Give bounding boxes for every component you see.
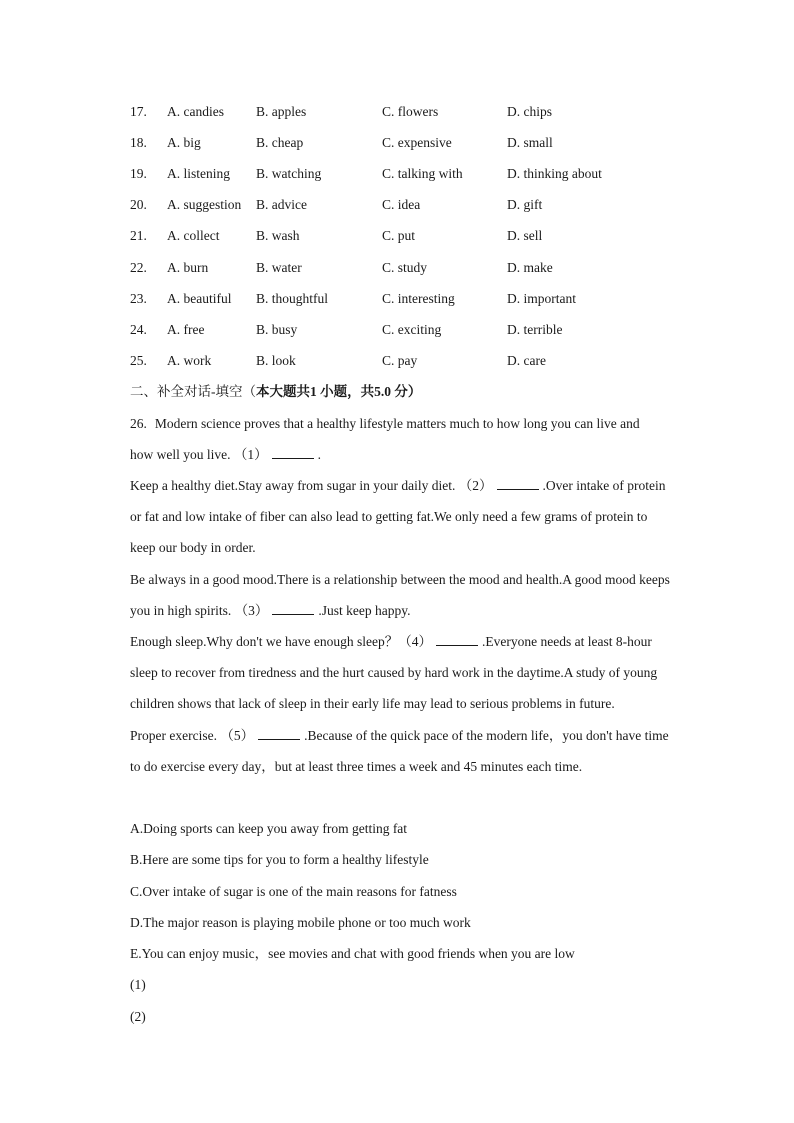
- question-number: 26.: [130, 416, 147, 431]
- option-b: B. watching: [256, 166, 322, 181]
- question-count: 1: [310, 384, 317, 399]
- option-d: D. small: [507, 135, 553, 150]
- passage-text: you in high spirits. （3）: [130, 603, 269, 618]
- option-c: C. pay: [382, 353, 418, 368]
- passage-line: to do exercise every day，but at least three times a week and 45 minutes each time.: [130, 759, 583, 774]
- score-value: 5.0: [374, 384, 391, 399]
- answer-option: C.Over intake of sugar is one of the main reasons for fatness: [130, 884, 457, 899]
- option-a: A. big: [167, 135, 201, 150]
- section-heading: [130, 382, 421, 402]
- option-b: B. apples: [256, 104, 307, 119]
- question-number: 18.: [130, 135, 147, 150]
- option-d: D. thinking about: [507, 166, 602, 181]
- passage-text: how well you live. （1）: [130, 447, 268, 462]
- option-d: D. important: [507, 291, 576, 306]
- passage-text: .Because of the quick pace of the modern life，you don't have time: [304, 728, 669, 743]
- passage-line: [130, 632, 710, 652]
- answer-marker-1: (1): [130, 977, 146, 992]
- question-number: 20.: [130, 197, 147, 212]
- answer-blank-4[interactable]: [436, 632, 478, 646]
- passage-line: Be always in a good mood.There is a relationship between the mood and health.A good mood keeps: [130, 572, 670, 587]
- question-number: 23.: [130, 291, 147, 306]
- passage-line: [130, 414, 710, 434]
- passage-line: [130, 445, 710, 465]
- option-a: A. free: [167, 322, 205, 337]
- answer-blank-1[interactable]: [272, 445, 314, 459]
- option-c: C. expensive: [382, 135, 452, 150]
- option-b: B. look: [256, 353, 296, 368]
- option-a: A. burn: [167, 260, 209, 275]
- question-number: 17.: [130, 104, 147, 119]
- answer-option: A.Doing sports can keep you away from getting fat: [130, 821, 408, 836]
- option-c: C. study: [382, 260, 428, 275]
- question-number: 24.: [130, 322, 147, 337]
- option-b: B. cheap: [256, 135, 304, 150]
- passage-text: Enough sleep.Why don't we have enough sleep？（4）: [130, 634, 432, 649]
- answer-option: E.You can enjoy music，see movies and chat with good friends when you are low: [130, 946, 575, 961]
- section-heading-mid: 小题，共: [316, 384, 375, 399]
- passage-line: sleep to recover from tiredness and the hurt caused by hard work in the daytime.A study of young: [130, 665, 658, 680]
- question-number: 22.: [130, 260, 147, 275]
- passage-text: .Everyone needs at least 8-hour: [482, 634, 652, 649]
- question-number: 25.: [130, 353, 147, 368]
- option-c: C. idea: [382, 197, 421, 212]
- passage-line: keep our body in order.: [130, 540, 256, 555]
- passage-line: [130, 601, 710, 621]
- option-d: D. gift: [507, 197, 543, 212]
- option-a: A. candies: [167, 104, 224, 119]
- option-c: C. talking with: [382, 166, 463, 181]
- option-d: D. care: [507, 353, 546, 368]
- answer-marker-2: (2): [130, 1009, 146, 1024]
- passage-text: Modern science proves that a healthy lifestyle matters much to how long you can live and: [154, 416, 640, 431]
- question-number: 19.: [130, 166, 147, 181]
- option-d: D. sell: [507, 228, 543, 243]
- option-a: A. suggestion: [167, 197, 242, 212]
- option-b: B. advice: [256, 197, 307, 212]
- answer-option: B.Here are some tips for you to form a healthy lifestyle: [130, 852, 429, 867]
- option-b: B. busy: [256, 322, 298, 337]
- option-c: C. interesting: [382, 291, 455, 306]
- option-c: C. put: [382, 228, 416, 243]
- passage-line: [130, 476, 710, 496]
- option-a: A. work: [167, 353, 212, 368]
- question-number: 21.: [130, 228, 147, 243]
- passage-line: [130, 726, 710, 746]
- passage-text: Proper exercise. （5）: [130, 728, 255, 743]
- answer-blank-2[interactable]: [497, 476, 539, 490]
- option-c: C. exciting: [382, 322, 442, 337]
- passage-line: children shows that lack of sleep in their early life may lead to serious problems in future.: [130, 696, 615, 711]
- answer-blank-3[interactable]: [272, 601, 314, 615]
- section-heading-bold: 本大题共: [256, 384, 310, 399]
- answer-option: D.The major reason is playing mobile phone or too much work: [130, 915, 471, 930]
- option-c: C. flowers: [382, 104, 439, 119]
- option-d: D. terrible: [507, 322, 563, 337]
- option-b: B. water: [256, 260, 302, 275]
- option-a: A. listening: [167, 166, 230, 181]
- passage-text: .: [317, 447, 321, 462]
- passage-text: .Over intake of protein: [542, 478, 666, 493]
- option-b: B. wash: [256, 228, 300, 243]
- option-b: B. thoughtful: [256, 291, 329, 306]
- section-heading-prefix: 二、补全对话-填空（: [130, 384, 256, 399]
- section-heading-suffix: 分）: [391, 384, 422, 399]
- option-d: D. chips: [507, 104, 552, 119]
- option-a: A. collect: [167, 228, 220, 243]
- option-a: A. beautiful: [167, 291, 232, 306]
- passage-line: or fat and low intake of fiber can also lead to getting fat.We only need a few grams of protein to: [130, 509, 648, 524]
- passage-text: Keep a healthy diet.Stay away from sugar in your daily diet. （2）: [130, 478, 493, 493]
- option-d: D. make: [507, 260, 553, 275]
- passage-text: .Just keep happy.: [318, 603, 411, 618]
- answer-blank-5[interactable]: [258, 726, 300, 740]
